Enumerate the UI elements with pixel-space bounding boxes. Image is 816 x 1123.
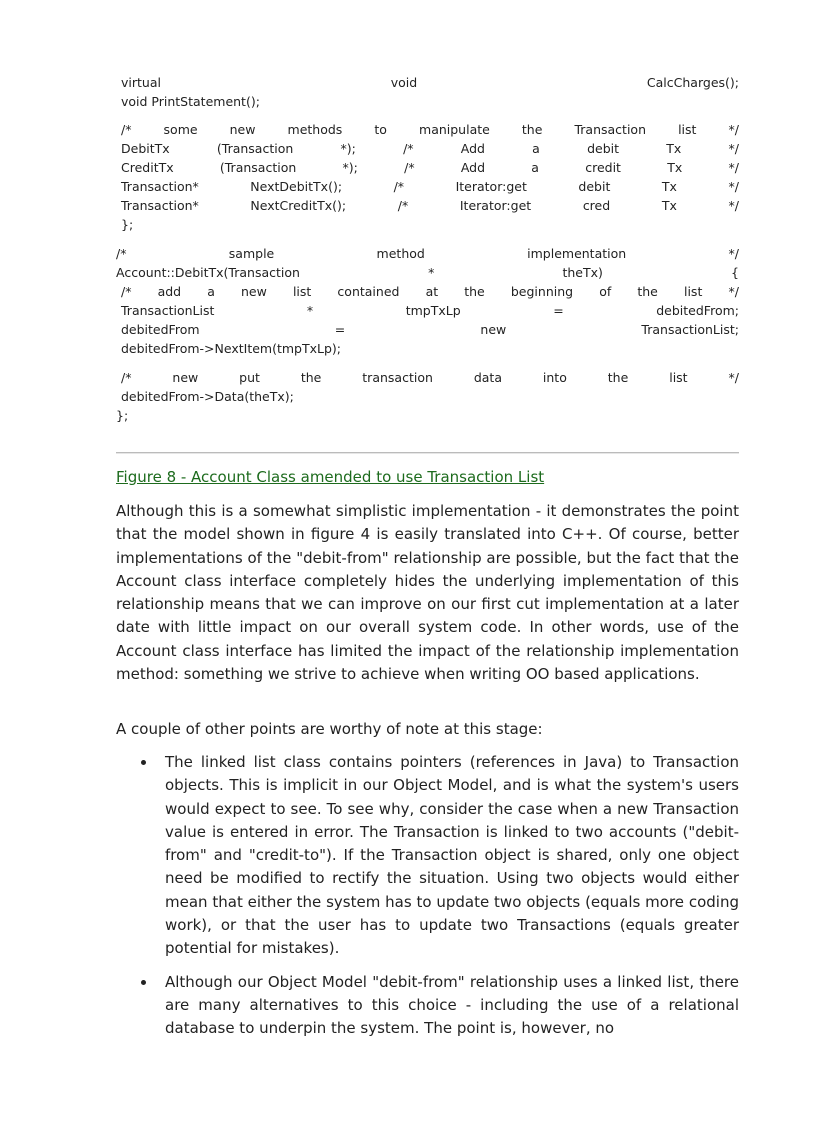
code-token: manipulate — [419, 122, 490, 137]
code-token: the — [521, 122, 543, 137]
code-token: tmpTxLp — [405, 303, 461, 318]
code-token: new — [172, 370, 199, 385]
code-token: /* — [393, 179, 405, 194]
code-token: to — [374, 122, 387, 137]
code-token: *); — [340, 141, 356, 156]
code-token: */ — [728, 370, 739, 385]
code-token: = — [553, 303, 564, 318]
code-token: new — [480, 322, 507, 337]
code-token: Transaction* — [121, 179, 199, 194]
code-line: void PrintStatement(); — [121, 94, 260, 109]
code-token: TransactionList; — [641, 322, 739, 337]
code-token: of — [599, 284, 612, 299]
code-line — [121, 139, 739, 158]
code-token: the — [607, 370, 629, 385]
figure-caption: Figure 8 - Account Class amended to use Transaction List — [116, 468, 545, 486]
code-block-transaction-methods — [121, 120, 739, 234]
code-line — [121, 73, 739, 92]
code-line — [121, 320, 739, 339]
code-token: * — [428, 265, 435, 280]
code-token: CalcCharges(); — [646, 75, 739, 90]
code-line — [116, 244, 739, 263]
code-token: /* — [116, 246, 127, 261]
code-token: Iterator:get — [459, 198, 532, 213]
list-item — [116, 751, 739, 961]
code-line: }; — [116, 408, 129, 423]
list-item — [116, 971, 739, 1041]
code-token: */ — [728, 246, 739, 261]
code-token: * — [306, 303, 314, 318]
code-token: data — [473, 370, 502, 385]
code-token: at — [425, 284, 439, 299]
code-line — [121, 282, 739, 301]
code-token: contained — [337, 284, 400, 299]
code-token: list — [683, 284, 703, 299]
code-token: *); — [342, 160, 358, 175]
code-line — [121, 301, 739, 320]
code-token: the — [637, 284, 658, 299]
code-token: { — [731, 265, 739, 280]
code-token: debitedFrom — [121, 322, 200, 337]
code-token: Tx — [666, 141, 682, 156]
code-token: DebitTx — [121, 141, 170, 156]
code-token: = — [334, 322, 346, 337]
code-token: a — [207, 284, 215, 299]
code-line — [116, 263, 739, 282]
code-token: (Transaction — [219, 160, 297, 175]
code-token: some — [163, 122, 198, 137]
code-token: new — [229, 122, 256, 137]
code-token: Iterator:get — [455, 179, 527, 194]
code-token: /* — [121, 284, 132, 299]
code-line — [121, 368, 739, 387]
code-token: methods — [287, 122, 343, 137]
code-token: a — [531, 160, 539, 175]
code-token: beginning — [510, 284, 574, 299]
body-paragraph-points-intro: A couple of other points are worthy of note at this stage: — [116, 720, 543, 738]
code-token: credit — [585, 160, 621, 175]
code-token: theTx) — [562, 265, 603, 280]
code-token: NextDebitTx(); — [250, 179, 343, 194]
bullet-icon — [141, 980, 146, 985]
code-token: /* — [404, 160, 415, 175]
code-token: debit — [578, 179, 611, 194]
code-block-class-decl — [121, 73, 739, 111]
code-token: Add — [460, 141, 485, 156]
code-token: new — [241, 284, 267, 299]
code-token: the — [464, 284, 485, 299]
code-token: /* — [403, 141, 414, 156]
code-token: */ — [728, 122, 739, 137]
code-token: Tx — [661, 179, 677, 194]
code-token: list — [678, 122, 697, 137]
body-paragraph-implementation: Although this is a somewhat simplistic implementation - it demonstrates the point that the model shown in figure 4 is easily translated into C++. Of course, better implementations of the "debit-from" relationship are possible, but the fact that the Account class interface completely hides the underlying implementation of this relationship means that we can improve on our first cut implementation at a later date with little impact on our overall system code. In other words, use of the Account class interface has limited the impact of the relationship implementation method: something we strive to achieve when writing OO based applications. — [116, 502, 739, 684]
code-token: Transaction* — [121, 198, 199, 213]
code-token: /* — [121, 122, 132, 137]
code-line — [121, 196, 739, 215]
code-token: cred — [582, 198, 611, 213]
code-token: Tx — [667, 160, 683, 175]
list-item-text: Although our Object Model "debit-from" relationship uses a linked list, there are many alternatives to this choice - including the use of a relational database to underpin the system. The point is, however, no — [165, 972, 739, 1038]
points-list — [116, 751, 739, 1041]
code-line — [121, 177, 739, 196]
code-token: TransactionList — [121, 303, 215, 318]
code-line: debitedFrom->NextItem(tmpTxLp); — [121, 341, 341, 356]
code-token: debit — [587, 141, 619, 156]
code-token: method — [376, 246, 425, 261]
code-token: Transaction — [574, 122, 646, 137]
code-block-method-body — [121, 282, 739, 358]
code-token: /* — [397, 198, 409, 213]
code-token: */ — [728, 179, 739, 194]
code-token: Tx — [661, 198, 677, 213]
list-item-text: The linked list class contains pointers (references in Java) to Transaction objects. This is implicit in our Object Model, and is what the system's users would expect to see. To see why, consider the case when a new Transaction value is entered in error. The Transaction is linked to two accounts ("debit-from" and "credit-to"). If the Transaction object is shared, only one object need be modified to rectify the situation. Using two objects would either mean that either the system has to update two objects (equals more coding work), or that the user has to update two Transactions (equals greater potential for mistakes). — [165, 753, 739, 958]
code-token: add — [157, 284, 182, 299]
code-token: list — [292, 284, 312, 299]
code-token: into — [542, 370, 567, 385]
code-block-put-data — [121, 368, 739, 406]
code-token: the — [300, 370, 322, 385]
code-block-closing — [116, 406, 739, 425]
bullet-icon — [141, 760, 146, 765]
code-token: debitedFrom; — [656, 303, 739, 318]
code-token: implementation — [527, 246, 627, 261]
code-token: */ — [728, 198, 739, 213]
horizontal-divider — [116, 452, 739, 454]
code-block-sample-method — [116, 244, 739, 282]
code-token: (Transaction — [216, 141, 294, 156]
code-token: void — [390, 75, 418, 90]
code-line — [121, 158, 739, 177]
code-line: }; — [121, 217, 134, 232]
code-token: a — [532, 141, 540, 156]
code-token: NextCreditTx(); — [250, 198, 347, 213]
code-token: sample — [228, 246, 275, 261]
code-token: virtual — [121, 75, 161, 90]
code-token: list — [669, 370, 688, 385]
code-token: transaction — [362, 370, 433, 385]
code-token: Add — [460, 160, 486, 175]
code-token: */ — [728, 141, 739, 156]
code-token: */ — [728, 284, 739, 299]
code-token: put — [239, 370, 260, 385]
code-line — [121, 120, 739, 139]
code-line: debitedFrom->Data(theTx); — [121, 389, 294, 404]
code-token: /* — [121, 370, 132, 385]
code-token: Account::DebitTx(Transaction — [116, 265, 300, 280]
code-token: */ — [728, 160, 739, 175]
code-token: CreditTx — [121, 160, 174, 175]
